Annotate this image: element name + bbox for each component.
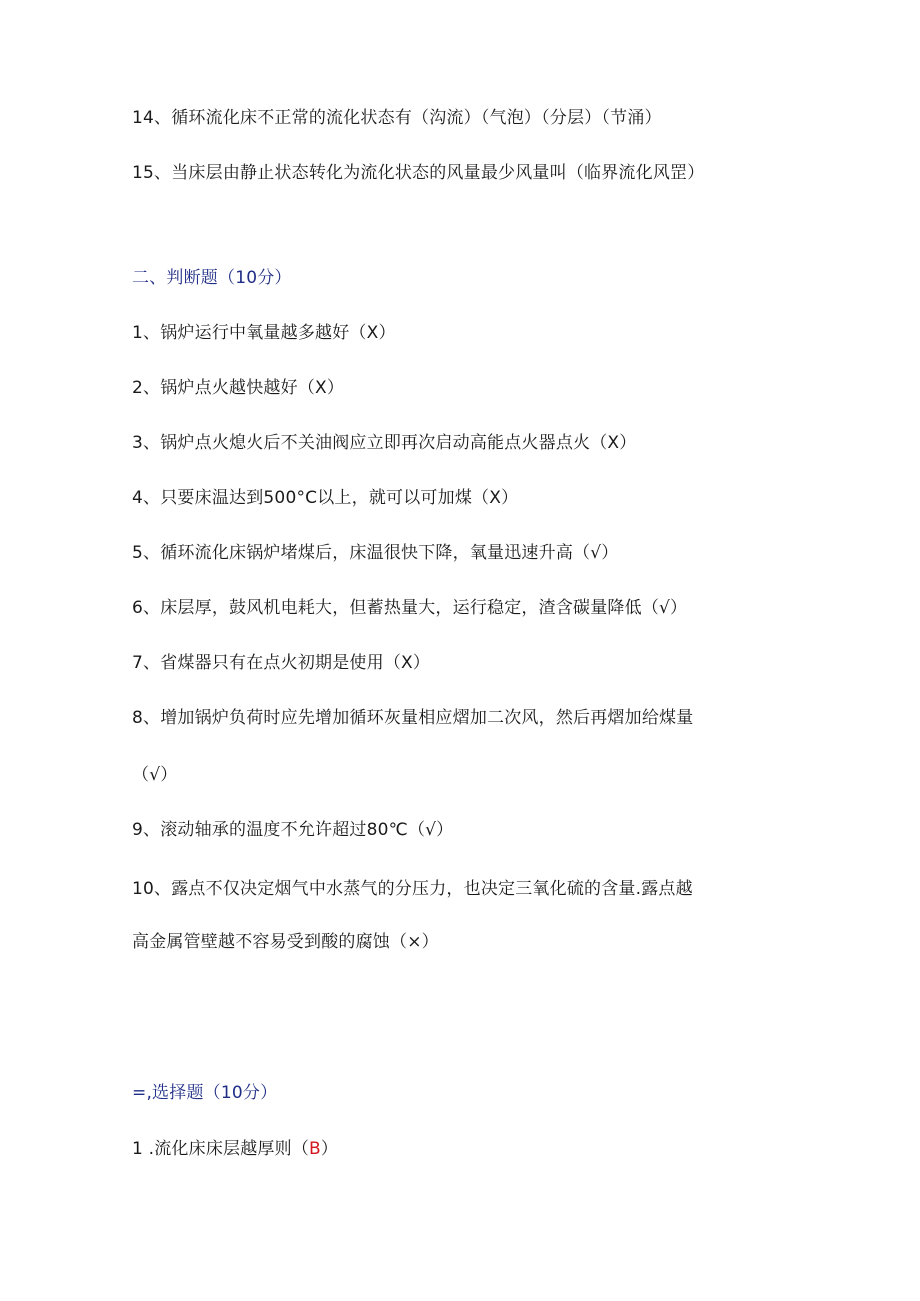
tf-item-2: 2、锅炉点火越快越好（X）: [132, 378, 345, 398]
tf-item-8-line1: 8、增加锅炉负荷时应先增加循环灰量相应熠加二次风，然后再熠加给煤量: [132, 708, 694, 728]
mc-question-1-answer: B: [309, 1139, 321, 1159]
tf-item-5: 5、循环流化床锅炉堵煤后，床温很快下降，氧量迅速升高（√）: [132, 543, 619, 563]
question-15: 15、当床层由静止状态转化为流化状态的风量最少风量叫（临界流化风罡）: [132, 163, 705, 183]
tf-item-10-line1: 10、露点不仅决定烟气中水蒸气的分压力，也决定三氧化硫的含量.露点越: [132, 879, 693, 899]
mc-question-1-close: ）: [320, 1139, 339, 1159]
mc-question-1-text: 1 .流化床床层越厚则（: [132, 1139, 310, 1159]
tf-item-1: 1、锅炉运行中氧量越多越好（X）: [132, 323, 396, 343]
question-14: 14、循环流化床不正常的流化状态有（沟流）（气泡）（分层）（节涌）: [132, 108, 662, 128]
section-heading-true-false: 二、判断题（10分）: [132, 268, 292, 288]
tf-item-6: 6、床层厚，鼓风机电耗大，但蓄热量大，运行稳定，渣含碳量降低（√）: [132, 598, 688, 618]
tf-item-10-line2: 高金属管壁越不容易受到酸的腐蚀（×）: [132, 932, 439, 952]
tf-item-8-line2: （√）: [132, 765, 178, 785]
tf-item-9: 9、滚动轴承的温度不允许超过80℃（√）: [132, 820, 454, 840]
tf-item-4: 4、只要床温达到500°C以上，就可以可加煤（X）: [132, 488, 519, 508]
tf-item-7: 7、省煤器只有在点火初期是使用（X）: [132, 653, 431, 673]
mc-question-1: [132, 1137, 752, 1161]
tf-item-3: 3、锅炉点火熄火后不关油阀应立即再次启动高能点火器点火（X）: [132, 433, 637, 453]
section-heading-multiple-choice: =,选择题（10分）: [132, 1083, 278, 1103]
